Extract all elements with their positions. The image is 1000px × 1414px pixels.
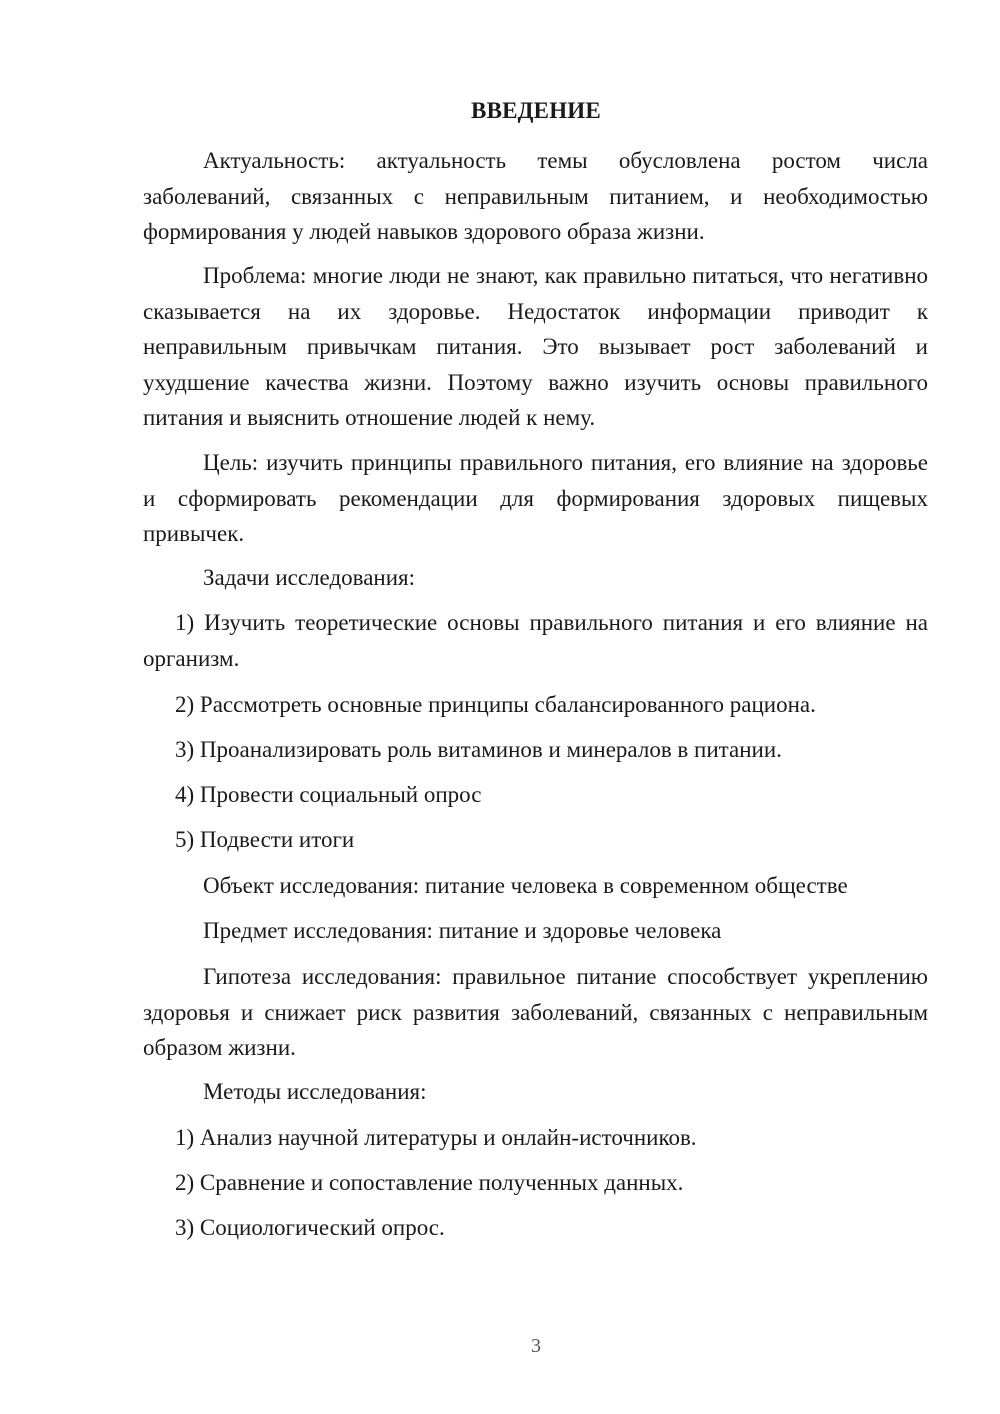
method-item: 2) Сравнение и сопоставление полученных данных.	[175, 1170, 684, 1195]
research-object: Объект исследования: питание человека в современном обществе	[203, 873, 848, 898]
page-number: 3	[531, 1335, 541, 1357]
task-item: 3) Проанализировать роль витаминов и минералов в питании.	[175, 737, 782, 762]
task-item: 1) Изучить теоретические основы правильного питания и его влияние на организм.	[143, 610, 928, 671]
task-item: 4) Провести социальный опрос	[175, 782, 482, 807]
problem-paragraph: Проблема: многие люди не знают, как правильно питаться, что негативно сказывается на их здоровье. Недостаток информации приводит к неправильным привычкам питания. Это вызывает рост заболеваний и ухудшение качества жизни. Поэтому важно изучить основы правильного питания и выяснить отношение людей к нему.	[143, 263, 928, 430]
task-item: 2) Рассмотреть основные принципы сбалансированного рациона.	[175, 692, 816, 717]
methods-heading: Методы исследования:	[203, 1079, 427, 1104]
page-title: ВВЕДЕНИЕ	[471, 98, 601, 123]
task-item: 5) Подвести итоги	[175, 827, 355, 852]
research-subject: Предмет исследования: питание и здоровье человека	[203, 918, 722, 943]
relevance-paragraph: Актуальность: актуальность темы обусловлена ростом числа заболеваний, связанных с неправильным питанием, и необходимостью формирования у людей навыков здорового образа жизни.	[143, 148, 928, 244]
method-item: 1) Анализ научной литературы и онлайн-источников.	[175, 1125, 697, 1150]
goal-paragraph: Цель: изучить принципы правильного питания, его влияние на здоровье и сформировать рекомендации для формирования здоровых пищевых привычек.	[143, 450, 928, 546]
hypothesis-paragraph: Гипотеза исследования: правильное питание способствует укреплению здоровья и снижает риск развития заболеваний, связанных с неправильным образом жизни.	[143, 964, 928, 1060]
tasks-heading: Задачи исследования:	[203, 565, 416, 590]
method-item: 3) Социологический опрос.	[175, 1215, 445, 1240]
